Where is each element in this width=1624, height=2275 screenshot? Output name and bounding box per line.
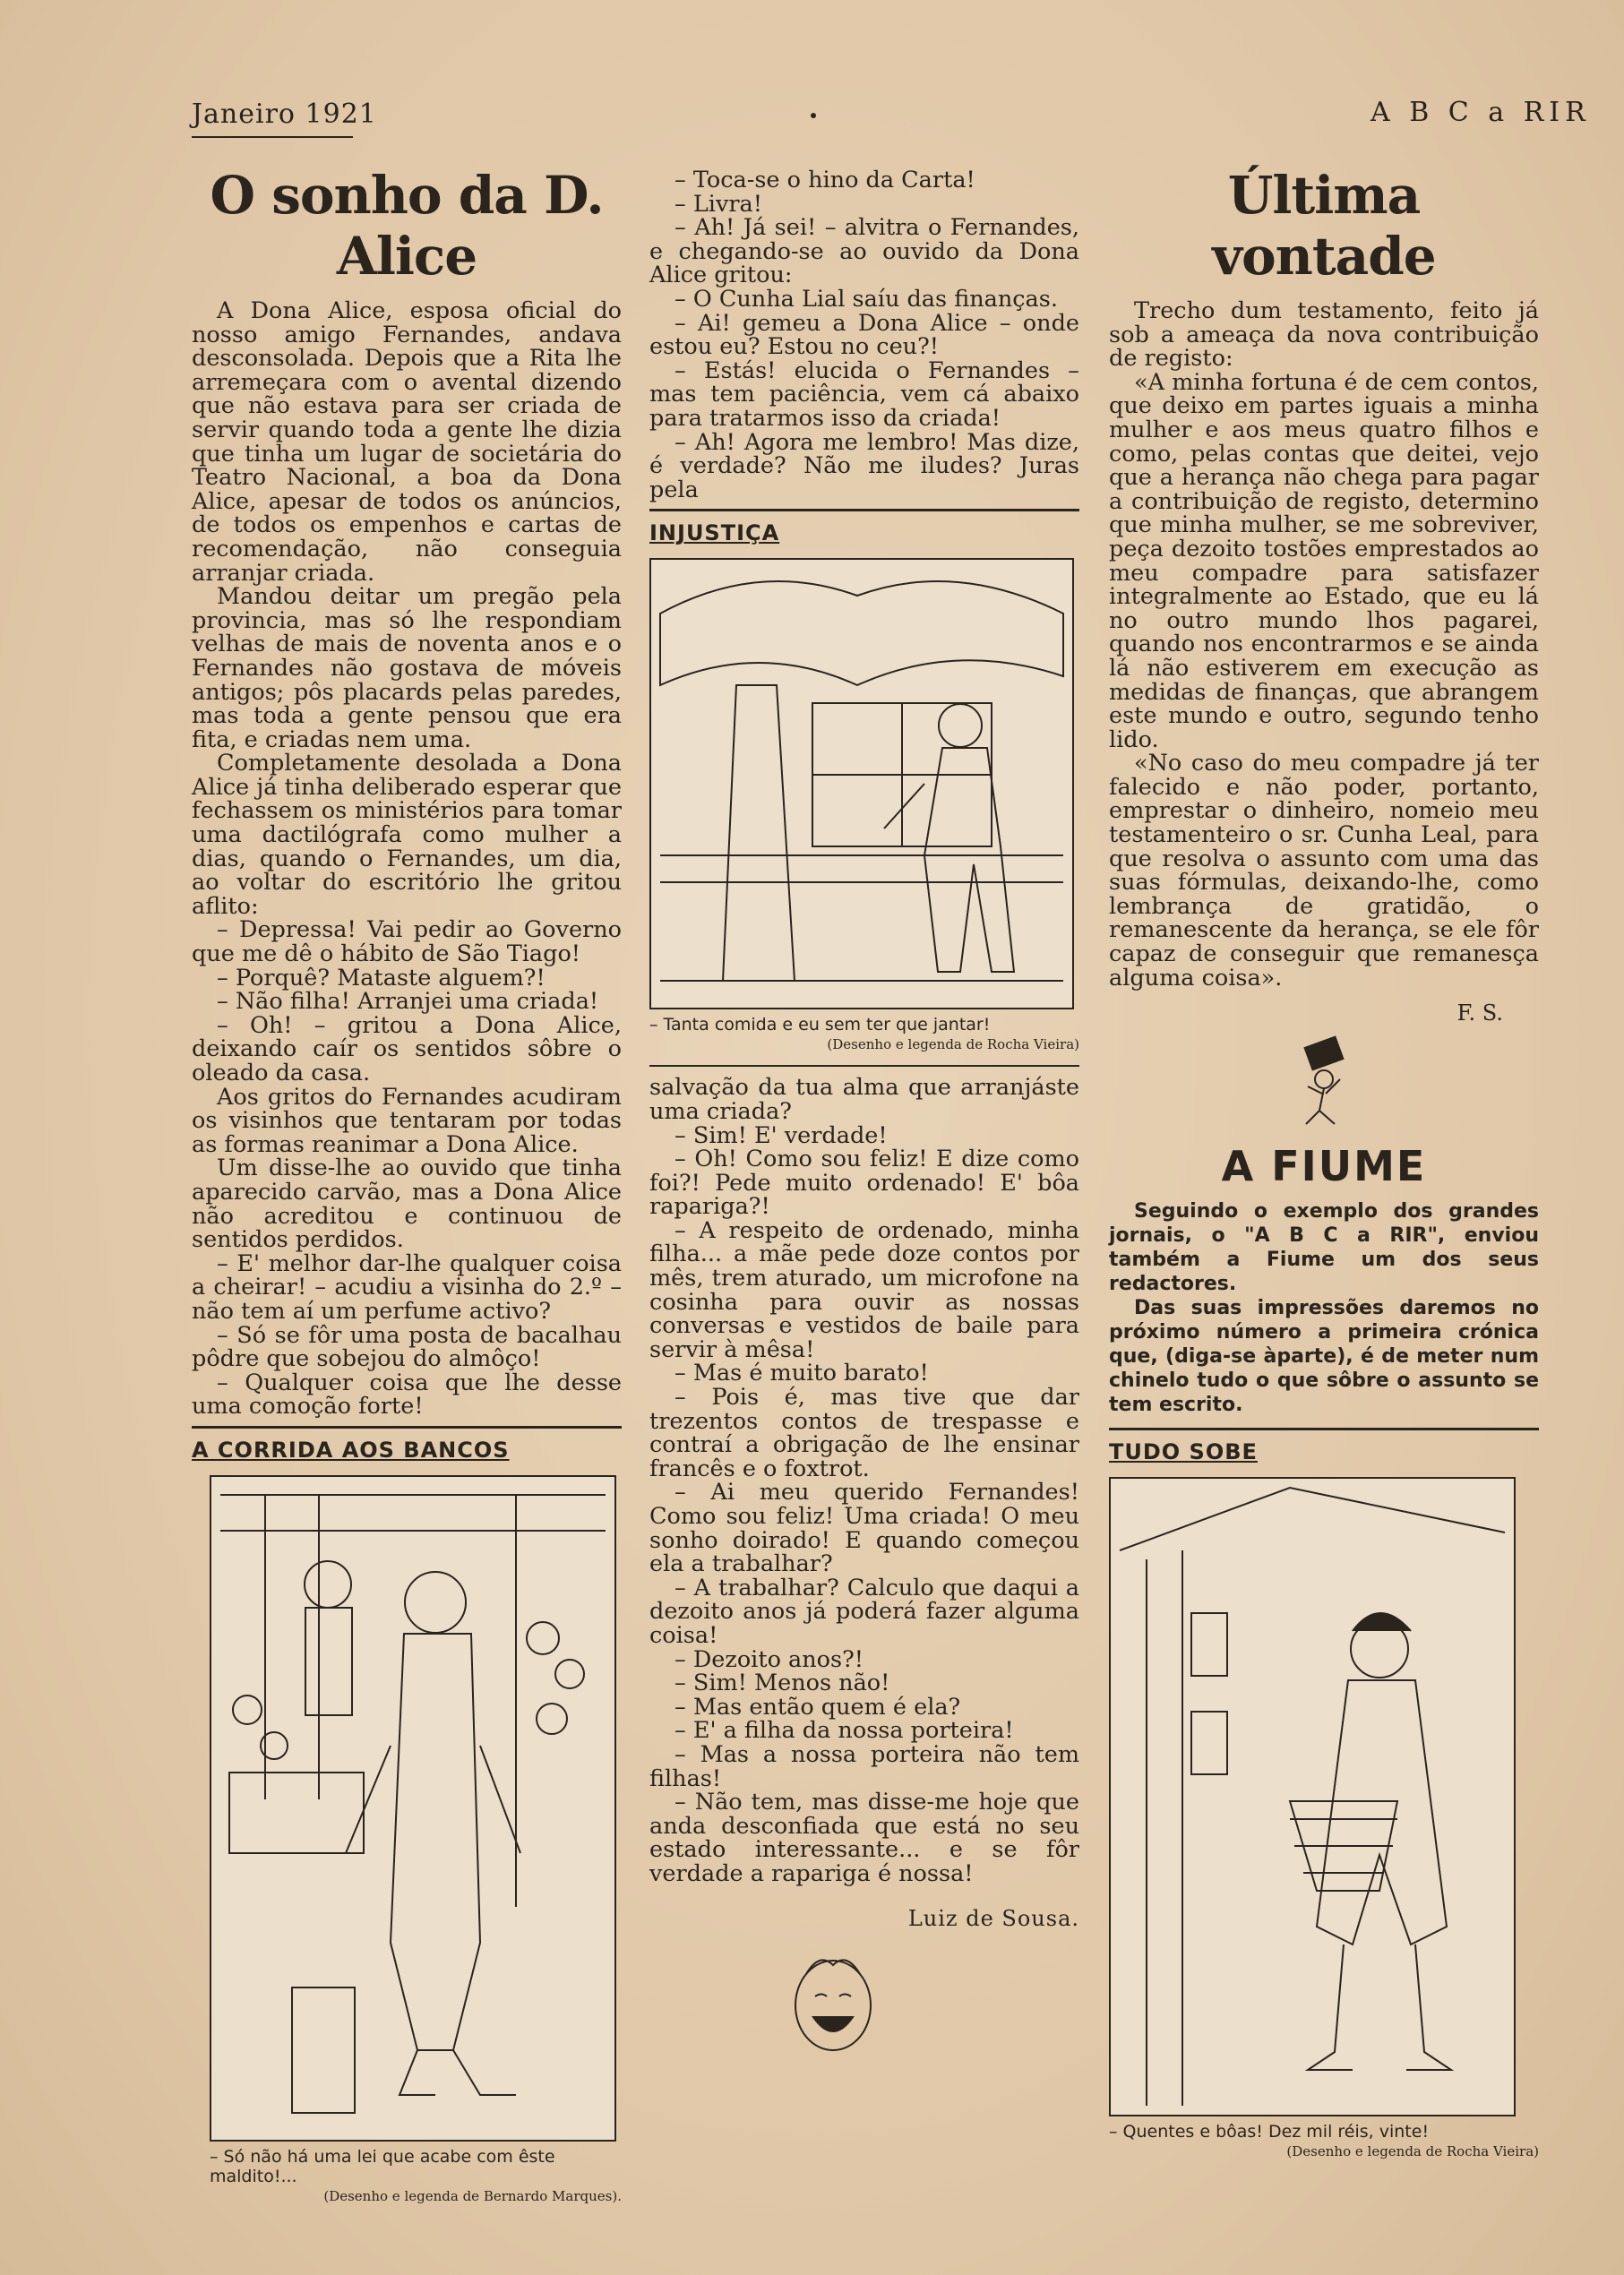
paragraph: – Ai! gemeu a Dona Alice – onde estou eu? Estou no ceu?! — [649, 309, 1079, 361]
divider — [192, 1426, 622, 1429]
paragraph: – Toca-se o hino da Carta! — [675, 167, 975, 193]
paragraph: Completamente desolada a Dona Alice já tinha deliberado esperar que fechassem os ministérios para tomar uma dactilógrafa como mulher a dias, quando o Fernandes, um dia, ao voltar do escritório lhe gritou aflito: — [192, 750, 622, 920]
paragraph: – A trabalhar? Calculo que daqui a dezoito anos já poderá fazer alguma coisa! — [649, 1574, 1079, 1649]
article-body-ultima — [1109, 299, 1539, 990]
divider — [649, 1065, 1079, 1067]
date-underline — [192, 136, 353, 138]
magazine-name: A B C a RIR — [1371, 97, 1591, 128]
issue-date: Janeiro 1921 — [192, 99, 377, 130]
traveler-vignette — [1288, 1034, 1360, 1133]
illustration-caption: – Tanta comida e eu sem ter que jantar! — [649, 1015, 991, 1035]
divider — [649, 509, 1079, 511]
paragraph: – Livra! — [675, 190, 762, 218]
article-body-sonho — [192, 299, 622, 1419]
paragraph: – Estás! elucida o Fernandes – mas tem paciência, vem cá abaixo para tratarmos isso da criada! — [649, 356, 1079, 432]
tree-scene-drawing — [651, 560, 1072, 1008]
header-ornament — [811, 113, 816, 118]
fiume-paragraph: Seguindo o exemplo dos grandes jornais, o "A B C a RIR", enviou também a Fiume um dos seus redactores. — [1109, 1200, 1539, 1296]
paragraph: – Pois é, mas tive que dar trezentos contos de trespasse e contraí a obrigação de lhe ensinar francês e o foxtrot. — [649, 1384, 1079, 1482]
paragraph: – E' a filha da nossa porteira! — [675, 1717, 1014, 1745]
paragraph: – Qualquer coisa que lhe desse uma comoção forte! — [192, 1369, 622, 1421]
paragraph: – Oh! Como sou feliz! E dize como foi?! Pede muito ordenado! E' bôa rapariga?! — [649, 1146, 1079, 1221]
section-title-tudo-sobe: TUDO SOBE — [1109, 1439, 1258, 1465]
fiume-title: A FIUME — [1221, 1142, 1427, 1191]
article-body-end — [649, 1076, 1079, 1885]
paragraph: Mandou deitar um pregão pela provincia, mas só lhe respondiam velhas de mais de noventa anos e o Fernandes não gostava de móveis antigos; pôs placards pelas paredes, mas toda a gente pensou que era fita, e criadas nem uma. — [192, 583, 622, 753]
paragraph: – E' melhor dar-lhe qualquer coisa a cheirar! – acudiu a visinha do 2.º – não tem aí um perfume activo? — [192, 1249, 622, 1325]
laughing-face-vignette — [784, 1947, 882, 2055]
column-right — [1109, 152, 1539, 2159]
paragraph: – Mas é muito barato! — [675, 1360, 929, 1387]
paragraph: – Ai meu querido Fernandes! Como sou feliz! Uma criada! O meu sonho doirado! E quando começou ela a trabalhar? — [649, 1479, 1079, 1578]
paragraph: – Mas então quem é ela? — [675, 1693, 961, 1721]
paragraph: Aos gritos do Fernandes acudiram os visinhos que tentaram por todas as formas reanimar a Dona Alice. — [192, 1083, 622, 1158]
illustration-caption: – Quentes e bôas! Dez mil réis, vinte! — [1109, 2122, 1430, 2142]
column-left — [192, 152, 622, 2204]
article-body-continued — [649, 168, 1079, 502]
paragraph: – Dezoito anos?! — [675, 1645, 864, 1673]
paragraph: Trecho dum testamento, feito já sob a ameaça da nova contribuição de registo: — [1109, 297, 1539, 373]
paragraph: – Sim! E' verdade! — [675, 1121, 888, 1149]
paragraph: – Ah! Agora me lembro! Mas dize, é verdade? Não me iludes? Juras pela — [649, 428, 1079, 503]
paragraph: «A minha fortuna é de cem contos, que deixo em partes iguais a minha mulher e aos meus quatro filhos e como, pelas contas que deitei, vejo que a herança não chega para pagar a contribuição de registo, determino que minha mulher, se me sobreviver, peça dezoito tostões emprestados ao meu compadre para satisfazer integralmente ao Estado, que eu lá no outro mundo lhos pagarei, quando nos encontrarmos e se ainda lá não estiverem em execução as medidas de finanças, que abrangem este mundo e outro, segundo tenho lido. — [1109, 368, 1539, 753]
paragraph: – Sim! Menos não! — [675, 1670, 890, 1697]
illustration-credit: (Desenho e legenda de Rocha Vieira) — [1286, 2143, 1539, 2160]
author-initials: F. S. — [1456, 1000, 1503, 1026]
fiume-paragraph: Das suas impressões daremos no próximo número a primeira crónica que, (diga-se àparte), é de meter num chinelo tudo o que sôbre o assunto se tem escrito. — [1109, 1297, 1539, 1417]
paragraph: – A respeito de ordenado, minha filha... a mãe pede doze contos por mês, trem aturado, um microfone na cosinha para ouvir as nossas conversas e vestidos de baile para servir à mêsa! — [649, 1216, 1079, 1363]
illustration-tudo-sobe — [1109, 1477, 1516, 2116]
paragraph: Um disse-lhe ao ouvido que tinha aparecido carvão, mas a Dona Alice não acreditou e continuou de sentidos perdidos. — [192, 1155, 622, 1254]
illustration-bank-rush — [210, 1475, 616, 2142]
paragraph: – Não tem, mas disse-me hoje que anda desconfiada que está no seu estado interessante... e se fôr verdade a rapariga é nossa! — [649, 1789, 1079, 1887]
vendor-scene-drawing — [1111, 1479, 1514, 2115]
article-title-sonho: O sonho da D. Alice — [210, 165, 604, 287]
bank-scene-drawing — [211, 1477, 614, 2140]
illustration-credit: (Desenho e legenda de Bernardo Marques). — [323, 2187, 622, 2204]
author-signature: Luiz de Sousa. — [907, 1905, 1079, 1931]
illustration-caption: – Só não há uma lei que acabe com êste maldito!... — [210, 2146, 555, 2186]
paragraph: «No caso do meu compadre já ter falecido e não poder, portanto, emprestar o dinheiro, nomeio meu testamenteiro o sr. Cunha Leal, para que resolva o assunto com uma das suas fórmulas, deixando-lhe, como lembrança de gratidão, o remanescente da herança, se ele fôr capaz de conseguir que remanesça alguma coisa». — [1109, 750, 1539, 992]
paragraph: – Porquê? Mataste alguem?! — [217, 964, 546, 992]
paragraph: – Não filha! Arranjei uma criada! — [217, 988, 599, 1016]
paragraph: – Depressa! Vai pedir ao Governo que me dê o hábito de São Tiago! — [192, 916, 622, 968]
illustration-injustica — [649, 558, 1074, 1009]
divider — [1109, 1428, 1539, 1430]
article-title-ultima: Última vontade — [1212, 165, 1436, 287]
paragraph: A Dona Alice, esposa oficial do nosso amigo Fernandes, andava desconsolada. Depois que a Rita lhe arremeçara com o avental dizendo que não estava para ser criada de servir quando toda a gente lhe dizia que tinha um lugar de societária do Teatro Nacional, a boa da Dona Alice, apesar de todos os anúncios, de todos os empenhos e cartas de recomendação, não conseguia arranjar criada. — [192, 297, 622, 587]
paragraph: – Oh! – gritou a Dona Alice, deixando caír os sentidos sôbre o oleado da casa. — [192, 1011, 622, 1086]
section-title-injustica: INJUSTIÇA — [649, 520, 780, 546]
section-title-corrida: A CORRIDA AOS BANCOS — [192, 1437, 510, 1463]
paragraph: – Ah! Já sei! – alvitra o Fernandes, e chegando-se ao ouvido da Dona Alice gritou: — [649, 214, 1079, 289]
paragraph: – Só se fôr uma posta de bacalhau pôdre que sobejou do almôço! — [192, 1321, 622, 1373]
illustration-credit: (Desenho e legenda de Rocha Vieira) — [827, 1036, 1079, 1053]
paragraph: – Mas a nossa porteira não tem filhas! — [649, 1740, 1079, 1792]
paragraph: – O Cunha Lial saíu das finanças. — [675, 285, 1058, 313]
column-middle — [649, 168, 1079, 2055]
paragraph: salvação da tua alma que arranjáste uma criada? — [649, 1074, 1079, 1125]
